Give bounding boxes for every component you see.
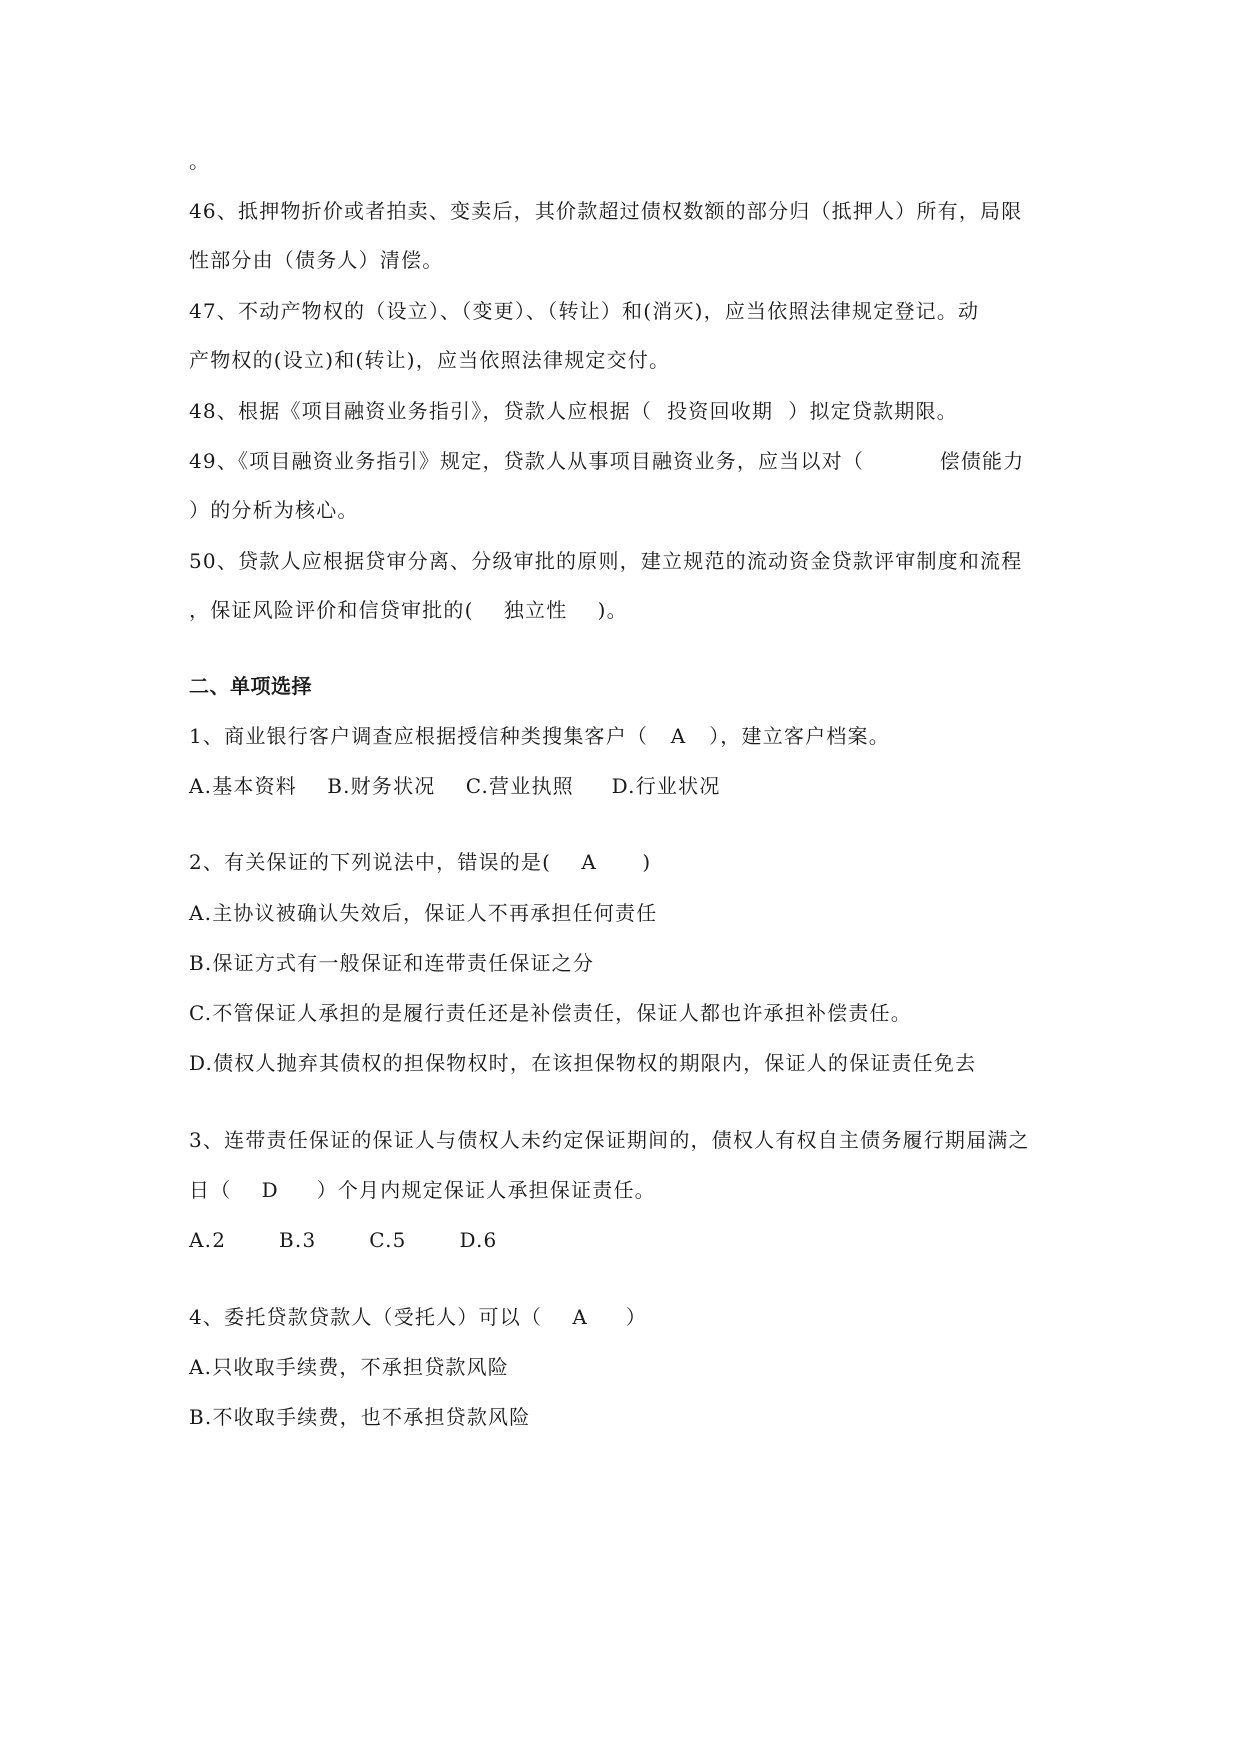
section-heading-single-choice: 二、单项选择 xyxy=(189,674,312,698)
mc-question-1: 1、商业银行客户调查应根据授信种类搜集客户（ A ），建立客户档案。 xyxy=(189,724,890,748)
mc-question-4: 4、委托贷款贷款人（受托人）可以（ A ） xyxy=(189,1305,647,1329)
question-49-line-2: ）的分析为核心。 xyxy=(189,498,359,522)
mc-question-2: 2、有关保证的下列说法中，错误的是( A ) xyxy=(189,850,652,874)
question-50-line-1: 50、贷款人应根据贷审分离、分级审批的原则，建立规范的流动资金贷款评审制度和流程 xyxy=(189,549,1023,573)
mc-question-2-option-d: D.债权人抛弃其债权的担保物权时，在该担保物权的期限内，保证人的保证责任免去 xyxy=(189,1051,977,1075)
mc-question-3-line-2: 日（ D ）个月内规定保证人承担保证责任。 xyxy=(189,1178,656,1202)
question-48: 48、根据《项目融资业务指引》，贷款人应根据（ 投资回收期 ）拟定贷款期限。 xyxy=(189,399,958,423)
question-46-line-2: 性部分由（债务人）清偿。 xyxy=(189,248,444,272)
mc-question-2-option-b: B.保证方式有一般保证和连带责任保证之分 xyxy=(189,951,595,975)
question-46-line-1: 46、抵押物折价或者拍卖、变卖后，其价款超过债权数额的部分归（抵押人）所有，局限 xyxy=(189,199,1023,223)
question-49-line-1: 49、《项目融资业务指引》规定，贷款人从事项目融资业务，应当以对（ 偿债能力 xyxy=(189,449,1025,473)
mc-question-3-line-1: 3、连带责任保证的保证人与债权人未约定保证期间的，债权人有权自主债务履行期届满之 xyxy=(189,1128,1030,1152)
mc-question-1-options: A.基本资料 B.财务状况 C.营业执照 D.行业状况 xyxy=(189,774,721,798)
question-50-line-2: ，保证风险评价和信贷审批的( 独立性 )。 xyxy=(189,598,628,622)
mc-question-2-option-a: A.主协议被确认失效后，保证人不再承担任何责任 xyxy=(189,901,658,925)
question-47-line-1: 47、不动产物权的（设立）、（变更）、（转让）和(消灭)，应当依照法律规定登记。动 xyxy=(189,299,980,323)
continuation-mark: 。 xyxy=(189,149,211,173)
mc-question-2-option-c: C.不管保证人承担的是履行责任还是补偿责任，保证人都也许承担补偿责任。 xyxy=(189,1001,912,1025)
mc-question-3-options: A.2 B.3 C.5 D.6 xyxy=(189,1228,498,1252)
mc-question-4-option-a: A.只收取手续费，不承担贷款风险 xyxy=(189,1355,510,1379)
question-47-line-2: 产物权的(设立)和(转让)，应当依照法律规定交付。 xyxy=(189,348,671,372)
mc-question-4-option-b: B.不收取手续费，也不承担贷款风险 xyxy=(189,1405,531,1429)
